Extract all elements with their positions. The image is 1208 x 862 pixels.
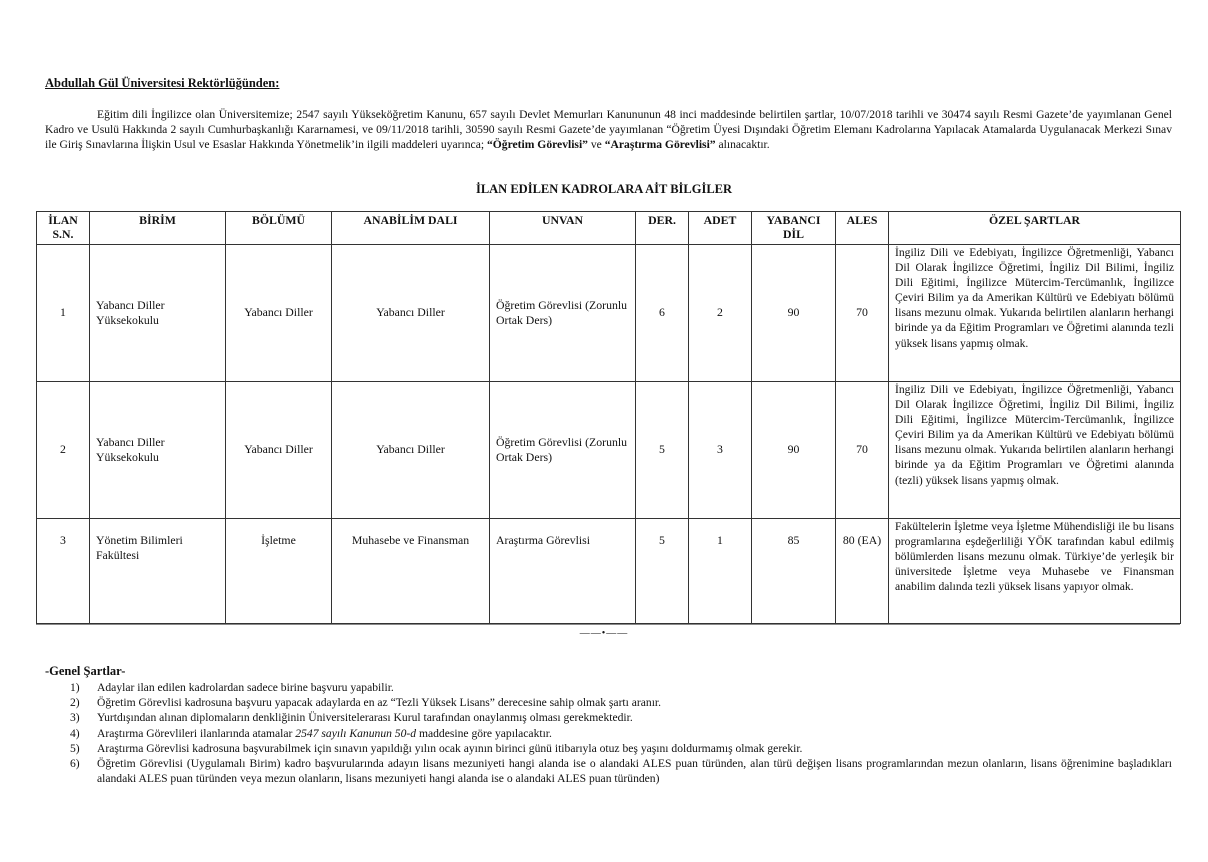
table-row (37, 519, 1181, 624)
item-text: Araştırma Görevlisi kadrosuna başvurabilmek için sınavın yapıldığı yılın ocak ayının birinci günü itibarıyla otuz beş yaşını doldurmamış olmak gerekir. (97, 741, 803, 755)
header-cell: ÖZEL ŞARTLAR (889, 212, 1181, 245)
item-text: Adaylar ilan edilen kadrolardan sadece birine başvuru yapabilir. (97, 681, 394, 694)
cell-ales: 70 (836, 245, 889, 382)
cell-anabilim-dali: Muhasebe ve Finansman (332, 519, 490, 624)
intro-bold-lecturer: “Öğretim Görevlisi” (486, 138, 588, 152)
cell-ales: 80 (EA) (836, 519, 889, 624)
cell-birim: Yabancı Diller Yüksekokulu (90, 382, 226, 519)
header-cell: UNVAN (490, 212, 636, 245)
cell-yabanci-dil: 90 (752, 245, 836, 382)
cell-unvan: Araştırma Görevlisi (490, 519, 636, 624)
table-title: İLAN EDİLEN KADROLARA AİT BİLGİLER (475, 182, 733, 196)
page-heading: Abdullah Gül Üniversitesi Rektörlüğünden: (45, 76, 280, 90)
cell-birim: Yabancı Diller Yüksekokulu (90, 245, 226, 382)
cell-derece: 6 (636, 245, 689, 382)
list-item (45, 756, 1172, 786)
header-cell: ANABİLİM DALI (332, 212, 490, 245)
cell-sn: 2 (37, 382, 90, 519)
intro-text: Eğitim dili İngilizce olan Üniversitemize; 2547 sayılı Yükseköğretim Kanunu, 657 sayılı Devlet Memurları Kanununun 48 inci maddesinde belirtilen şartlar, 10/07/2018 tarihli ve 30474 sayılı Resmi Gazete’de yayımlanan Genel Kadro ve Usulü Hakkında 2 sayılı Cumhurbaşkanlığı Kararnamesi, ve 09/11/2018 tarihli, 30590 sayılı Resmi Gazete’de yayımlanan “Öğretim Üyesi Dışındaki Öğretim Elemanı Kadrolarına Yapılacak Atamalarda Uygulanacak Merkezi Sınav ile Giriş Sınavlarına İlişkin Usul ve Esaslar Hakkında Yönetmelik’in ilgili maddeleri uyarınca; (45, 108, 1172, 152)
general-conditions-list (45, 680, 1172, 786)
intro-paragraph (45, 107, 1172, 153)
intro-connector: ve (587, 138, 605, 152)
cell-unvan: Öğretim Görevlisi (Zorunlu Ortak Ders) (490, 245, 636, 382)
item-text: Yurtdışından alınan diplomaların denkliğinin Üniversitelerarası Kurul tarafından onaylanmış olması gerekmektedir. (97, 711, 633, 725)
cell-yabanci-dil: 85 (752, 519, 836, 624)
item-number: 5) (70, 741, 80, 755)
item-number: 3) (70, 711, 80, 725)
item-text-italic: 2547 sayılı Kanunun 50-d (295, 726, 417, 740)
table-header-row (37, 212, 1181, 245)
cell-ozel-sartlar: Fakültelerin İşletme veya İşletme Mühendisliği ile bu lisans programlarına eşdeğerliliği YÖK tarafından kabul edilmiş bölümlerden lisans mezunu olmak. Türkiye’de yerleşik bir üniversitede İşletme veya Muhasebe ve Finansman anabilim dalında tezli yüksek lisans yapıyor olmak. (889, 519, 1181, 624)
list-item (45, 726, 1172, 741)
item-text: Öğretim Görevlisi (Uygulamalı Birim) kadro başvurularında adayın lisans mezuniyeti hangi alanda ise o alandaki ALES puan türünden, alan türü değişen lisans programlarından mezun olanların, lisans öğrenimine başladıkları alandaki ALES puan türünden veya mezun olanların, lisans mezuniyeti hangi alanda ise o alandaki ALES puan türünden) (97, 757, 1172, 786)
cell-ales: 70 (836, 382, 889, 519)
cell-adet: 3 (689, 382, 752, 519)
header-cell: İLAN S.N. (37, 212, 90, 245)
cell-bolum: Yabancı Diller (226, 382, 332, 519)
item-text: Öğretim Görevlisi kadrosuna başvuru yapacak adaylarda en az “Tezli Yüksek Lisans” derecesine sahip olmak şartı aranır. (97, 696, 662, 710)
cell-yabanci-dil: 90 (752, 382, 836, 519)
cell-birim: Yönetim Bilimleri Fakültesi (90, 519, 226, 624)
cell-derece: 5 (636, 519, 689, 624)
cell-bolum: İşletme (226, 519, 332, 624)
intro-end: alınacaktır. (715, 138, 770, 152)
cell-sn: 3 (37, 519, 90, 624)
item-number: 4) (70, 726, 80, 740)
cell-sn: 1 (37, 245, 90, 382)
cell-unvan: Öğretim Görevlisi (Zorunlu Ortak Ders) (490, 382, 636, 519)
cell-ozel-sartlar: İngiliz Dili ve Edebiyatı, İngilizce Öğretmenliği, Yabancı Dil Olarak İngilizce Öğretimi, İngiliz Dil Bilimi, İngiliz Dili Eğitimi, İngilizce Mütercim-Tercümanlık, İngilizce Çeviri Bilim ya da Amerikan Kültürü ve Edebiyatı bölümü lisans mezunu olmak. Yukarıda belirtilen alanların herhangi birinde ya da Eğitim Programları ve Öğretimi alanında (tezli) yüksek lisans yapmış olmak. (889, 382, 1181, 519)
header-cell: ADET (689, 212, 752, 245)
table-row (37, 245, 1181, 382)
table-row (37, 382, 1181, 519)
header-cell: DER. (636, 212, 689, 245)
cell-derece: 5 (636, 382, 689, 519)
header-cell: YABANCI DİL (752, 212, 836, 245)
item-number: 2) (70, 696, 80, 710)
item-number: 1) (70, 681, 80, 694)
general-conditions-title: -Genel Şartlar- (45, 664, 126, 678)
cell-ozel-sartlar: İngiliz Dili ve Edebiyatı, İngilizce Öğretmenliği, Yabancı Dil Olarak İngilizce Öğretimi, İngiliz Dil Bilimi, İngiliz Dili Eğitimi, İngilizce Mütercim-Tercümanlık, İngilizce Çeviri Bilim ya da Amerikan Kültürü ve Edebiyatı bölümü lisans mezunu olmak. Yukarıda belirtilen alanların herhangi birinde ya da Eğitim Programları ve Öğretimi alanında tezli yüksek lisans yapmış olmak. (889, 245, 1181, 382)
header-cell: BÖLÜMÜ (226, 212, 332, 245)
cell-bolum: Yabancı Diller (226, 245, 332, 382)
cell-anabilim-dali: Yabancı Diller (332, 382, 490, 519)
item-text: Araştırma Görevlileri ilanlarında atamalar (97, 726, 296, 740)
cell-adet: 1 (689, 519, 752, 624)
section-separator: ——•—— (579, 628, 629, 639)
item-number: 6) (70, 757, 80, 771)
header-cell: ALES (836, 212, 889, 245)
cell-anabilim-dali: Yabancı Diller (332, 245, 490, 382)
list-item (45, 710, 1172, 725)
intro-bold-research: “Araştırma Görevlisi” (604, 138, 716, 152)
positions-table (36, 211, 1181, 624)
list-item (45, 695, 1172, 710)
list-item (45, 741, 1172, 756)
list-item (45, 680, 1172, 695)
cell-adet: 2 (689, 245, 752, 382)
horizontal-divider (36, 624, 1180, 625)
item-text-end: maddesine göre yapılacaktır. (416, 726, 552, 740)
header-cell: BİRİM (90, 212, 226, 245)
